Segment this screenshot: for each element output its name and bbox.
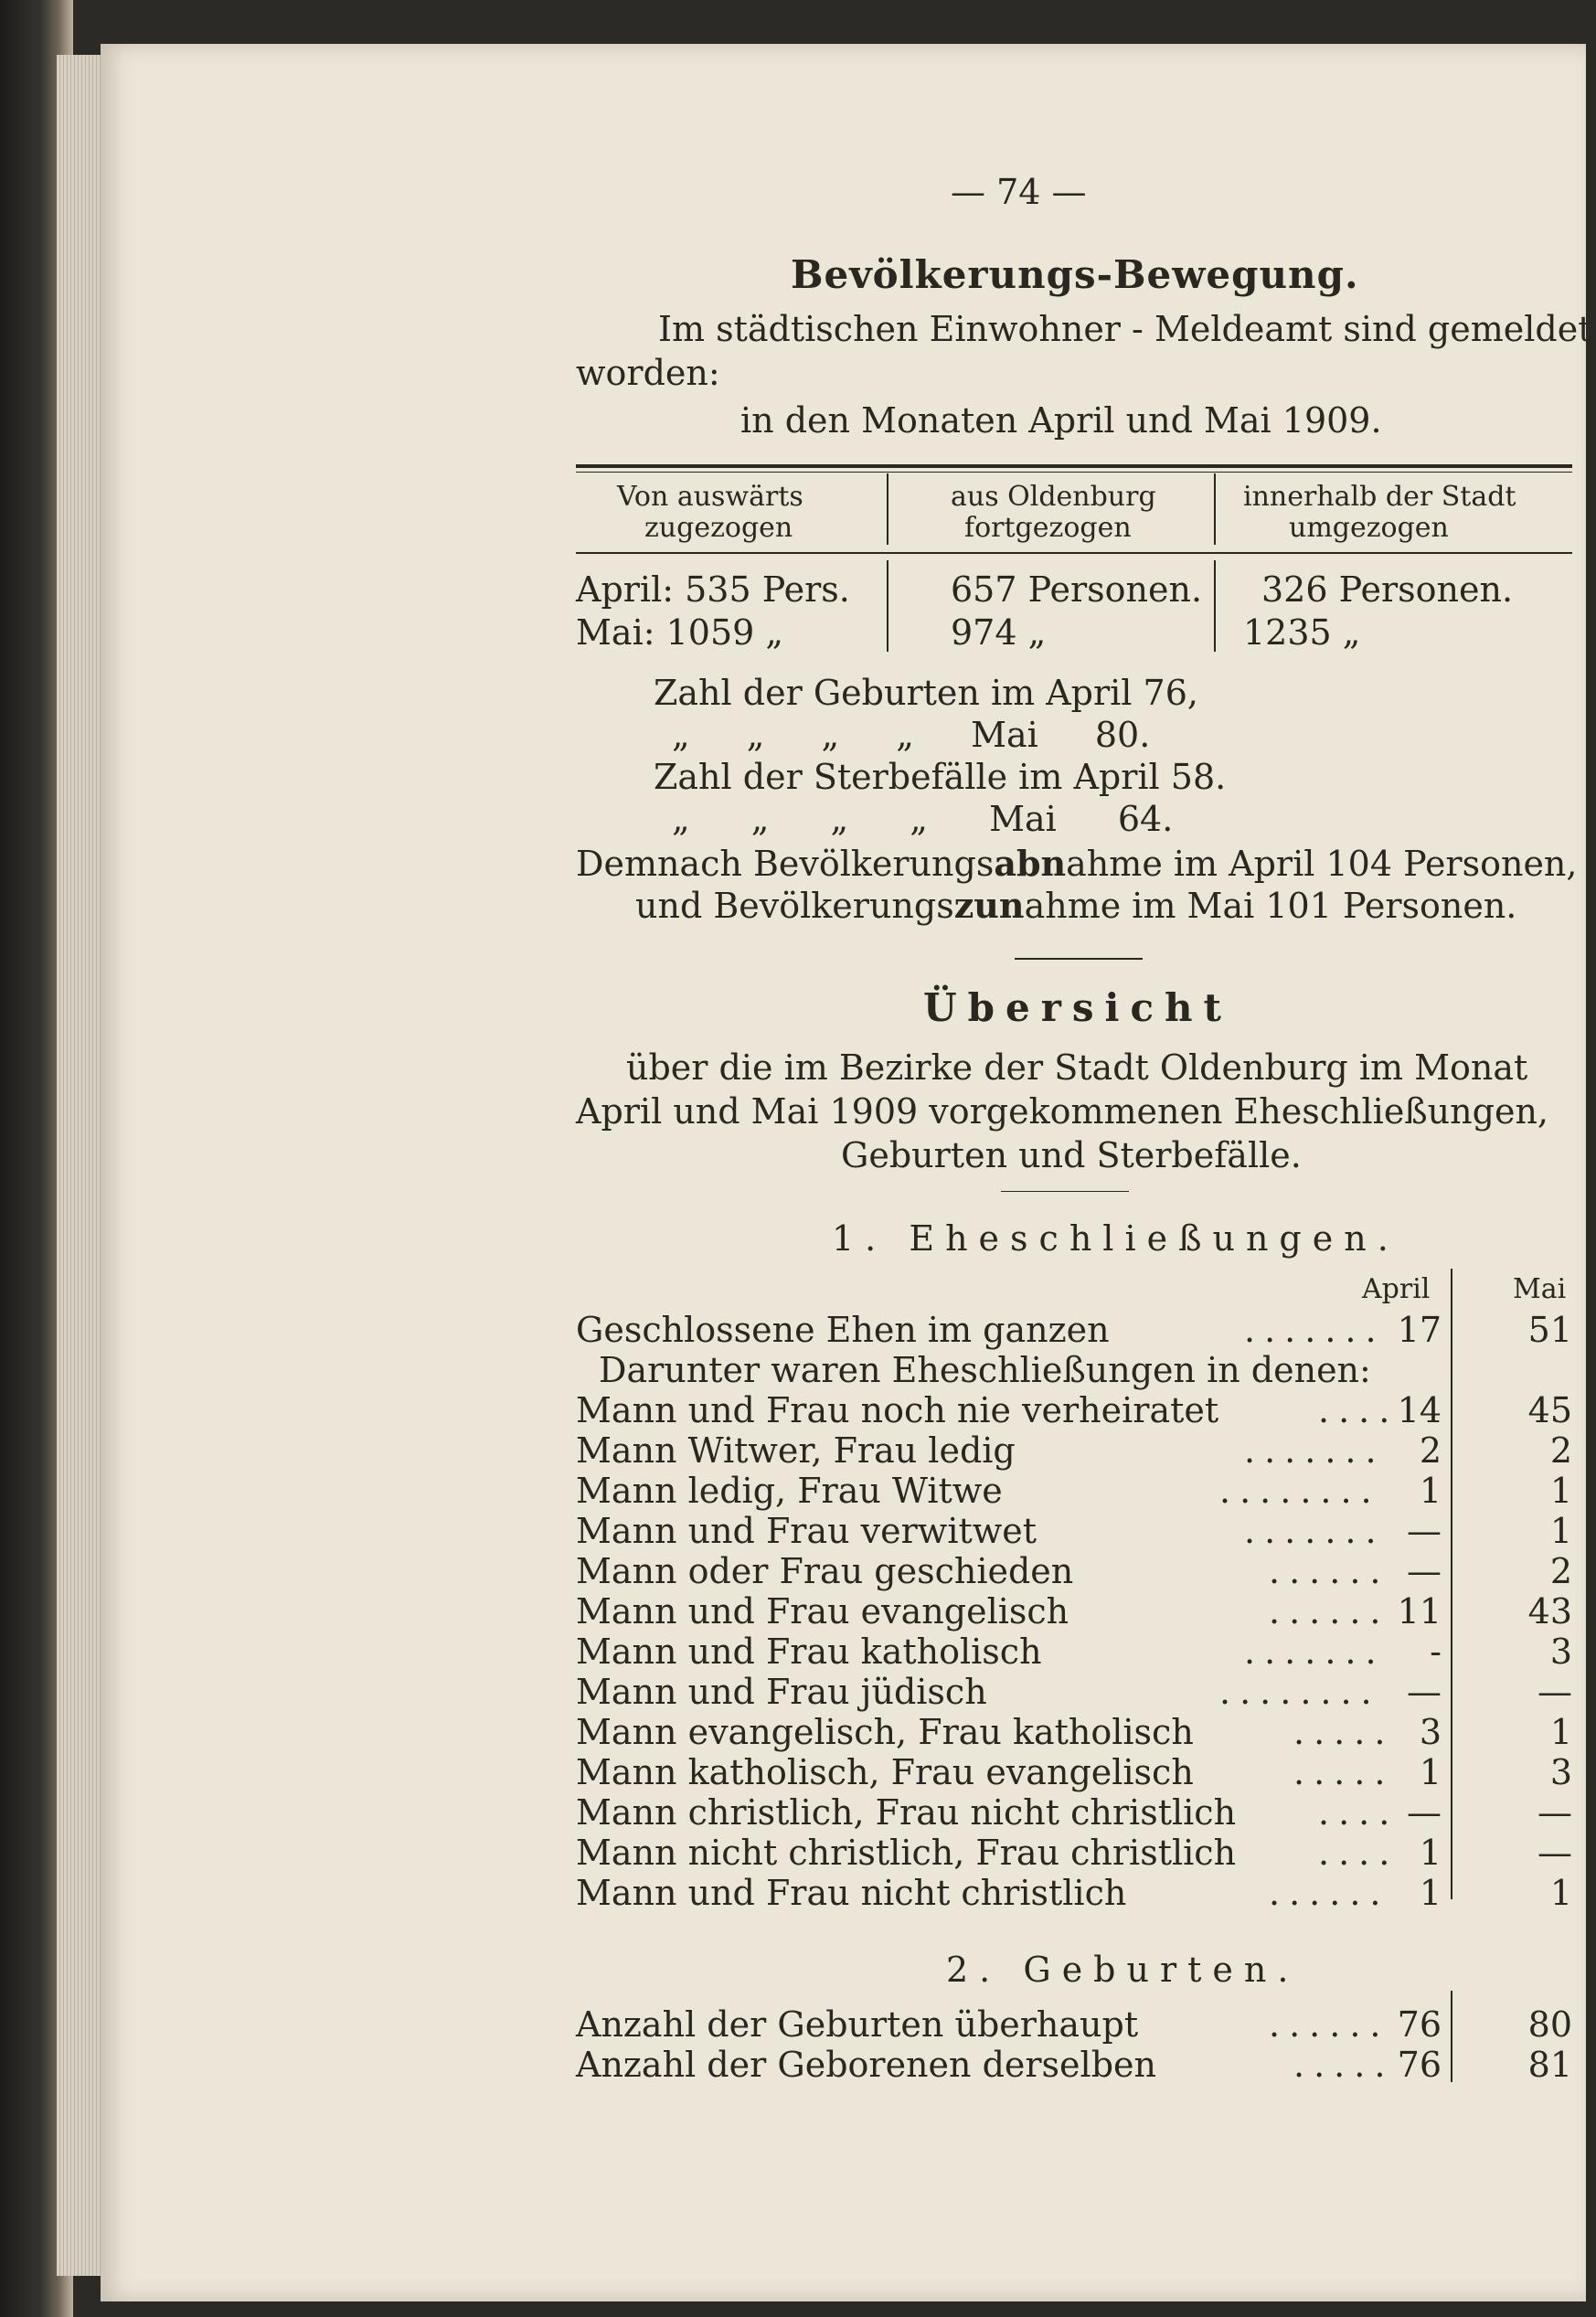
page-number: — 74 — (951, 172, 1087, 212)
table-cell-mai: 80 (1527, 2004, 1572, 2045)
summary1-post: ahme im April 104 Personen, (1066, 844, 1578, 884)
summary-line-1 (576, 843, 1578, 884)
table-cell-mai: 81 (1527, 2045, 1572, 2085)
table-cell-mai: — (1537, 1833, 1572, 1873)
table-row-label: Mann katholisch, Frau evangelisch (576, 1752, 1194, 1792)
table-cell-mai: 1 (1549, 1471, 1572, 1511)
table-cell-april: 1 (1419, 1833, 1442, 1873)
table-row-label: Mann nicht christlich, Frau christlich (576, 1833, 1237, 1873)
table-row1-col2: 657 Personen. (951, 569, 1203, 610)
table-cell-april: 1 (1419, 1873, 1442, 1913)
table-cell-mai: 1 (1549, 1873, 1572, 1913)
births-mai: „ „ „ „ Mai 80. (672, 715, 1151, 755)
desc-line-3: Geburten und Sterbefälle. (841, 1135, 1302, 1175)
subheading-geburten: 2. Geburten. (946, 1950, 1300, 1990)
table-row-label: Anzahl der Geborenen derselben (576, 2045, 1156, 2085)
table-row-dots: ...... (1269, 1591, 1390, 1631)
table-divider-1 (887, 473, 888, 545)
table-row-label: Mann und Frau katholisch (576, 1631, 1042, 1672)
summary1-emphasis: abn (994, 843, 1067, 884)
section-title-bevoelkerung: Bevölkerungs-Bewegung. (791, 252, 1359, 297)
table-row-dots: ....... (1244, 1430, 1386, 1471)
section-title-uebersicht: Übersicht (923, 985, 1232, 1030)
births-april: Zahl der Geburten im April 76, (654, 673, 1198, 713)
table-row2-col1: Mai: 1059 „ (576, 612, 784, 653)
table-cell-april: - (1430, 1631, 1442, 1672)
table-row-dots: ..... (1293, 1712, 1395, 1752)
table-row-label: Mann und Frau noch nie verheiratet (576, 1390, 1219, 1430)
table-header-col2-line2: fortgezogen (964, 512, 1132, 544)
table-cell-april: 14 (1397, 1390, 1442, 1430)
table-cell-april: — (1407, 1672, 1442, 1712)
table-row-label: Mann und Frau verwitwet (576, 1511, 1037, 1551)
deaths-mai: „ „ „ „ Mai 64. (672, 799, 1174, 839)
deaths-april: Zahl der Sterbefälle im April 58. (654, 757, 1227, 797)
table-row-dots: .... (1318, 1833, 1399, 1873)
table-header-col1-line2: zugezogen (644, 512, 793, 544)
table-cell-mai: 2 (1549, 1551, 1572, 1591)
table-row-dots: ........ (1219, 1672, 1381, 1712)
desc-line-2: April und Mai 1909 vorgekommenen Eheschließungen, (576, 1091, 1548, 1132)
table-header-rule (576, 552, 1572, 554)
table-row-dots: ...... (1269, 1873, 1390, 1913)
table-cell-mai: 45 (1527, 1390, 1572, 1430)
table-row-dots: ..... (1293, 1752, 1395, 1792)
summary1-pre: Demnach Bevölkerungs (576, 844, 995, 884)
table-cell-april: — (1407, 1511, 1442, 1551)
marriage-table-divider (1451, 1269, 1452, 1899)
table-row-label: Anzahl der Geburten überhaupt (576, 2004, 1139, 2045)
table-cell-april: — (1407, 1792, 1442, 1833)
table-row-label: Mann ledig, Frau Witwe (576, 1471, 1003, 1511)
column-header-april: April (1362, 1273, 1431, 1305)
table-row-label: Darunter waren Eheschließungen in denen: (599, 1350, 1371, 1390)
table-cell-april: — (1407, 1551, 1442, 1591)
table-row1-col1: April: 535 Pers. (576, 569, 850, 610)
table-row-dots: ....... (1244, 1631, 1386, 1672)
table-row1-col3: 326 Personen. (1261, 569, 1514, 610)
table-cell-mai: 3 (1549, 1631, 1572, 1672)
table-row-label: Geschlossene Ehen im ganzen (576, 1310, 1110, 1350)
table-row-label: Mann christlich, Frau nicht christlich (576, 1792, 1237, 1833)
table-top-rule-thin (576, 472, 1572, 473)
table-row-dots: ....... (1244, 1511, 1386, 1551)
summary2-emphasis: zun (953, 885, 1025, 926)
table-cell-mai: 1 (1549, 1511, 1572, 1551)
table-cell-april: 76 (1397, 2004, 1442, 2045)
subheading-eheschliessungen: 1. Eheschließungen. (832, 1218, 1399, 1259)
intro-line-2: worden: (576, 353, 720, 393)
section-separator (1015, 958, 1143, 960)
table-row-dots: .... (1318, 1792, 1399, 1833)
table-row-dots: ..... (1293, 2045, 1395, 2085)
table-divider-1b (887, 560, 888, 652)
table-cell-april: 11 (1397, 1591, 1442, 1631)
summary2-pre: und Bevölkerungs (635, 886, 954, 926)
intro-line-3: in den Monaten April und Mai 1909. (740, 400, 1382, 441)
table-cell-april: 3 (1419, 1712, 1442, 1752)
table-cell-mai: 51 (1527, 1310, 1572, 1350)
document-page (101, 44, 1592, 2301)
table-cell-mai: — (1537, 1792, 1572, 1833)
table-row2-col3: 1235 „ (1243, 612, 1361, 653)
table-cell-mai: — (1537, 1672, 1572, 1712)
desc-line-1: über die im Bezirke der Stadt Oldenburg im Monat (626, 1047, 1528, 1088)
table-header-col1-line1: Von auswärts (617, 481, 803, 513)
table-row-label: Mann und Frau evangelisch (576, 1591, 1069, 1631)
column-header-mai: Mai (1513, 1273, 1567, 1305)
table-cell-april: 2 (1419, 1430, 1442, 1471)
table-cell-mai: 1 (1549, 1712, 1572, 1752)
table-top-rule-thick (576, 464, 1572, 468)
table-cell-april: 1 (1419, 1752, 1442, 1792)
table-row-dots: ........ (1219, 1471, 1381, 1511)
table-header-col3-line2: umgezogen (1289, 512, 1449, 544)
table-cell-april: 1 (1419, 1471, 1442, 1511)
table-cell-mai: 43 (1527, 1591, 1572, 1631)
table-row-label: Mann oder Frau geschieden (576, 1551, 1074, 1591)
summary-line-2 (635, 885, 1516, 926)
table-row-label: Mann evangelisch, Frau katholisch (576, 1712, 1194, 1752)
table-cell-april: 17 (1397, 1310, 1442, 1350)
table-row-dots: ...... (1269, 2004, 1390, 2045)
table-header-col3-line1: innerhalb der Stadt (1243, 481, 1516, 513)
intro-line-1: Im städtischen Einwohner - Meldeamt sind gemeldet (658, 309, 1592, 349)
table-row2-col2: 974 „ (951, 612, 1047, 653)
table-row-label: Mann und Frau jüdisch (576, 1672, 987, 1712)
table-cell-april: 76 (1397, 2045, 1442, 2085)
table-header-col2-line1: aus Oldenburg (951, 481, 1156, 513)
desc-separator (1001, 1191, 1129, 1192)
table-cell-mai: 3 (1549, 1752, 1572, 1792)
table-cell-mai: 2 (1549, 1430, 1572, 1471)
table-row-dots: ...... (1269, 1551, 1390, 1591)
table-row-dots: ....... (1244, 1310, 1386, 1350)
summary2-post: ahme im Mai 101 Personen. (1024, 886, 1517, 926)
table-row-dots: .... (1318, 1390, 1399, 1430)
table-row-label: Mann Witwer, Frau ledig (576, 1430, 1016, 1471)
table-divider-2 (1214, 473, 1216, 545)
table-divider-2b (1214, 560, 1216, 652)
birth-table-divider (1451, 1991, 1452, 2082)
table-row-label: Mann und Frau nicht christlich (576, 1873, 1127, 1913)
